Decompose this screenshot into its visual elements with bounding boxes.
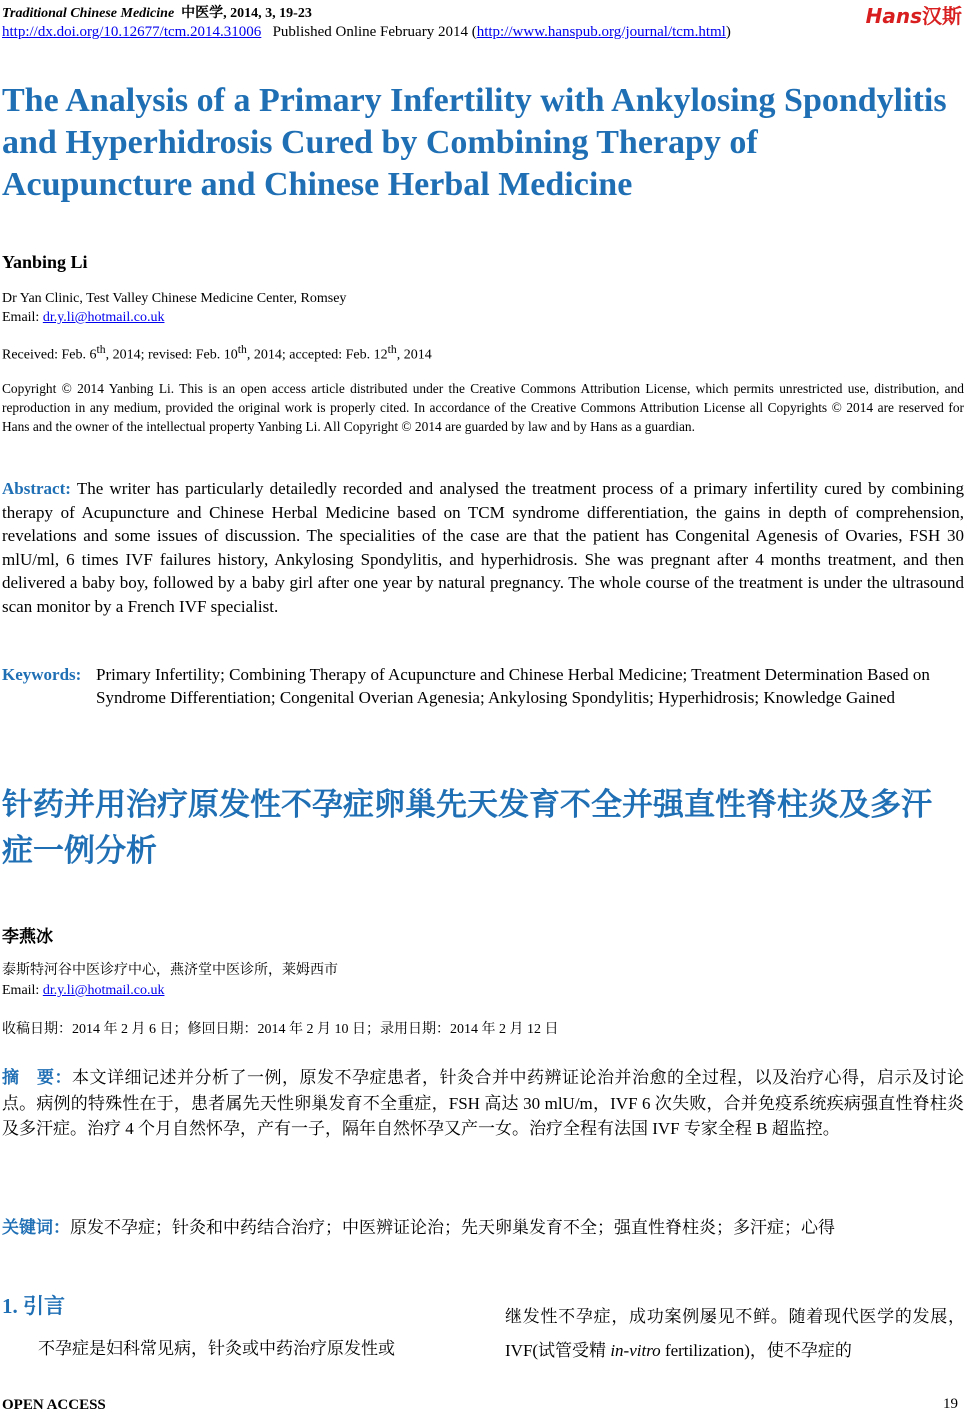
affiliation-cn: 泰斯特河谷中医诊疗中心，燕济堂中医诊所，莱姆西市 xyxy=(2,963,338,978)
journal-link[interactable]: http://www.hanspub.org/journal/tcm.html xyxy=(476,24,726,40)
author-name-en: Yanbing Li xyxy=(2,252,88,272)
open-access-label: OPEN ACCESS xyxy=(2,1397,106,1413)
section-heading-introduction: 1. 引言 xyxy=(2,1294,65,1318)
email-link-cn[interactable]: dr.y.li@hotmail.co.uk xyxy=(42,983,165,998)
received-sup: th xyxy=(96,343,106,356)
abstract-cn-label: 摘 要： xyxy=(2,1068,72,1087)
abstract-cn-text: 本文详细记述并分析了一例，原发不孕症患者，针灸合并中药辨证论治并治愈的全过程，以及治疗心得，启示及讨论点。病例的特殊性在于，患者属先天性卵巢发育不全重症，FSH 高达 30 mlU/m，IVF 6 次失败，合并免疫系统疾病强直性脊柱炎及多汗症。治疗 4 个月自然怀孕，产有一子，隔年自然怀孕又产一女。治疗全程有法国 IVF 专家全程 B 超监控。 xyxy=(2,1068,964,1138)
keywords-cn-text: 原发不孕症；针灸和中药结合治疗；中医辨证论治；先天卵巢发育不全；强直性脊柱炎；多汗症；心得 xyxy=(70,1218,835,1237)
received-part: Received: Feb. 6 xyxy=(2,347,97,363)
email-line-cn xyxy=(2,981,338,1001)
published-close: ) xyxy=(725,24,731,40)
email-link-en[interactable]: dr.y.li@hotmail.co.uk xyxy=(42,310,165,325)
abstract-cn xyxy=(2,1065,964,1142)
accepted-sup: th xyxy=(387,343,397,356)
logo-hans-text: Hans xyxy=(865,4,922,28)
hans-logo xyxy=(866,0,962,29)
paper-title-en: The Analysis of a Primary Infertility with Ankylosing Spondylitis and Hyperhidrosis Cured by Combining Therapy of Acupuncture and Chinese Herbal Medicine xyxy=(2,82,947,203)
journal-header xyxy=(2,2,312,22)
accepted-part: , 2014; accepted: Feb. 12 xyxy=(246,347,388,363)
published-text: Published Online February 2014 ( xyxy=(272,24,477,40)
revised-part: , 2014; revised: Feb. 10 xyxy=(105,347,238,363)
keywords-label: Keywords: xyxy=(2,665,82,684)
journal-info: 中医学, 2014, 3, 19-23 xyxy=(181,6,312,21)
received-dates-en xyxy=(2,343,432,364)
doi-link[interactable]: http://dx.doi.org/10.12677/tcm.2014.31006 xyxy=(2,24,262,40)
email-line-en xyxy=(2,308,346,327)
affiliation-en: Dr Yan Clinic, Test Valley Chinese Medicine Center, Romsey xyxy=(2,291,347,306)
keywords-text: Primary Infertility; Combining Therapy of Acupuncture and Chinese Herbal Medicine; Treatment Determination Based on Syndrome Differentiation; Congenital Overian Agenesia; Ankylosing Spondylitis; Hyperhidrosis; Knowledge Gained xyxy=(96,665,930,707)
keywords-cn-label: 关键词： xyxy=(2,1218,70,1237)
intro-right-text-2: fertilization)，使不孕症的 xyxy=(660,1341,852,1360)
keywords-en xyxy=(2,663,964,707)
received-dates-cn: 收稿日期：2014 年 2 月 6 日；修回日期：2014 年 2 月 10 日；录用日期：2014 年 2 月 12 日 xyxy=(2,1022,559,1037)
journal-name: Traditional Chinese Medicine xyxy=(2,6,175,21)
copyright-notice: Copyright © 2014 Yanbing Li. This is an open access article distributed under the Creative Commons Attribution License, which permits unrestricted use, distribution, and reproduction in any medium, provided the original work is properly cited. In accordance of the Creative Commons Attribution License all Copyrights © 2014 are reserved for Hans and the owner of the intellectual property Yanbing Li. All Copyright © 2014 are guarded by law and by Hans as a guardian. xyxy=(2,381,964,434)
author-name-cn: 李燕冰 xyxy=(2,927,53,946)
affiliation-block-en xyxy=(2,289,346,327)
logo-cn-text: 汉斯 xyxy=(922,4,962,28)
abstract-text: The writer has particularly detailedly recorded and analysed the treatment process of a primary infertility cured by combining therapy of Acupuncture and Chinese Herbal Medicine based on TCM syndrome differentiation, the gains in depth of comprehension, revelations and some issues of discussion. The specialities of the case are that the patient has Congenital Agenesis of Ovaries, FSH 30 mlU/ml, 6 times IVF failures history, Ankylosing Spondylitis, and hyperhidrosis. She was pregnant after 4 months treatment, and then delivered a baby boy, followed by a baby girl after one year by natural pregnancy. The whole course of the treatment is under the ultrasound scan monitor by a French IVF specialist. xyxy=(2,479,964,616)
page-number: 19 xyxy=(943,1396,958,1412)
intro-right-italic: in-vitro xyxy=(610,1341,661,1360)
affiliation-block-cn xyxy=(2,961,338,1001)
paper-title-cn: 针药并用治疗原发性不孕症卵巢先天发育不全并强直性脊柱炎及多汗症一例分析 xyxy=(2,787,932,869)
intro-right-text-1: 继发性不孕症，成功案例屡见不鲜。随着现代医学的发展，IVF(试管受精 xyxy=(505,1307,965,1360)
email-label: Email: xyxy=(2,310,40,325)
doi-line xyxy=(2,24,731,41)
keywords-cn xyxy=(2,1213,964,1238)
abstract-en xyxy=(2,477,964,618)
revised-sup: th xyxy=(237,343,247,356)
intro-left-column: 不孕症是妇科常见病，针灸或中药治疗原发性或 xyxy=(38,1339,395,1358)
received-year: , 2014 xyxy=(396,347,432,363)
email-label-cn: Email: xyxy=(2,983,40,998)
abstract-label: Abstract: xyxy=(2,479,71,498)
intro-right-column xyxy=(505,1300,965,1368)
